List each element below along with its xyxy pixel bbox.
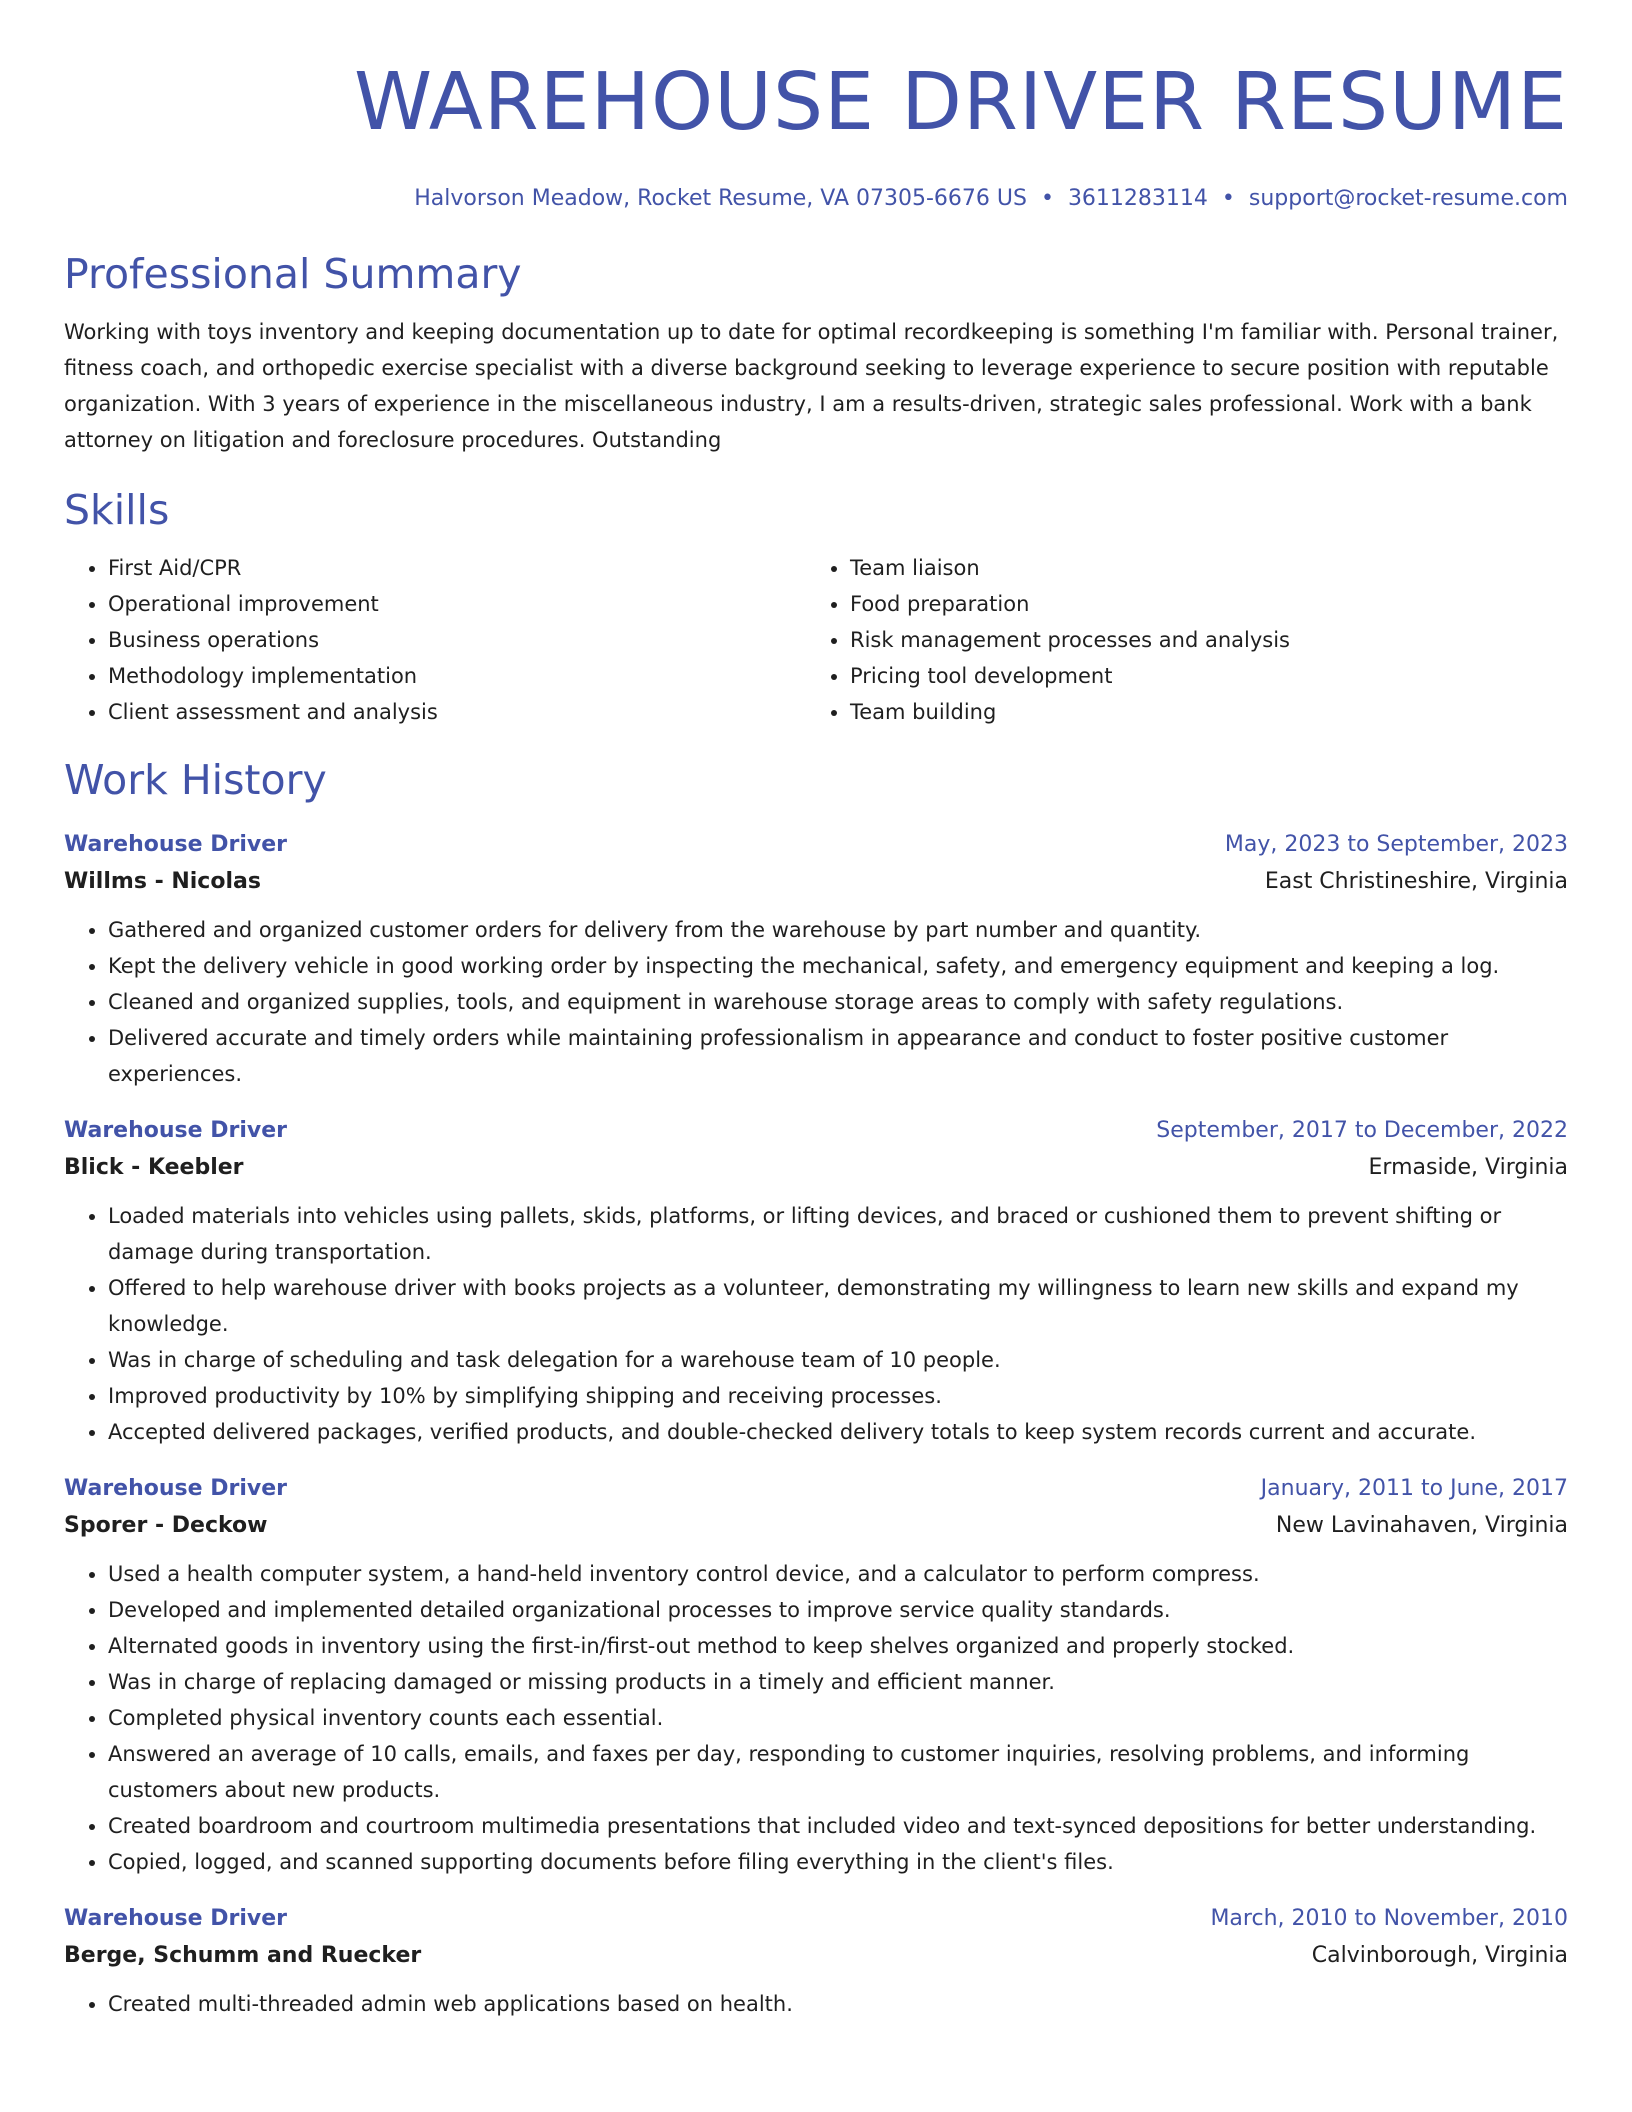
resume-title: WAREHOUSE DRIVER RESUME xyxy=(353,56,1568,148)
job-header-row xyxy=(64,1472,1568,1506)
skills-column-right xyxy=(806,550,1548,730)
job-company: Willms - Nicolas xyxy=(64,869,261,894)
job-location: East Christineshire, Virginia xyxy=(1264,869,1568,894)
work-history-heading: Work History xyxy=(64,756,327,804)
job-bullet: • Gathered and organized customer orders for delivery from the warehouse by part number and quantity. xyxy=(108,912,1568,948)
job-bullet: • Accepted delivered packages, verified products, and double-checked delivery totals to keep system records current and accurate. xyxy=(108,1414,1568,1450)
skill-item: • Team liaison xyxy=(850,550,1548,586)
job-bullet: • Kept the delivery vehicle in good working order by inspecting the mechanical, safety, and emergency equipment and keeping a log. xyxy=(108,948,1568,984)
job-header-row xyxy=(64,1114,1568,1148)
job-bullet: • Delivered accurate and timely orders while maintaining professionalism in appearance and conduct to foster positive customer experiences. xyxy=(108,1020,1568,1092)
summary-heading: Professional Summary xyxy=(64,250,522,298)
contact-separator: • xyxy=(1221,186,1235,211)
job-bullet: • Was in charge of replacing damaged or missing products in a timely and efficient manner. xyxy=(108,1664,1568,1700)
skill-item: • Operational improvement xyxy=(108,586,806,622)
skill-item: • Pricing tool development xyxy=(850,658,1548,694)
job-bullet: • Alternated goods in inventory using the first-in/first-out method to keep shelves organized and properly stocked. xyxy=(108,1628,1568,1664)
contact-email[interactable]: support@rocket-resume.com xyxy=(1248,186,1568,211)
job-title: Warehouse Driver xyxy=(64,1476,287,1501)
skill-item: • Business operations xyxy=(108,622,806,658)
contact-line xyxy=(64,184,1568,214)
work-history-list xyxy=(64,828,1568,2022)
job-bullets xyxy=(64,1198,1568,1450)
job-entry xyxy=(64,1472,1568,1880)
job-company: Berge, Schumm and Ruecker xyxy=(64,1943,422,1968)
job-bullet: • Developed and implemented detailed organizational processes to improve service quality standards. xyxy=(108,1592,1568,1628)
summary-text: Working with toys inventory and keeping documentation up to date for optimal recordkeeping is something I'm familiar with. Personal trainer, fitness coach, and orthopedic exercise specialist with a diverse background seeking to leverage experience to secure position with reputable organization. With 3 years of experience in the miscellaneous industry, I am a results-driven, strategic sales professional. Work with a bank attorney on litigation and foreclosure procedures. Outstanding xyxy=(64,320,1559,452)
skills-list xyxy=(64,550,1568,730)
skill-item: • Risk management processes and analysis xyxy=(850,622,1548,658)
skill-item: • Methodology implementation xyxy=(108,658,806,694)
job-dates: March, 2010 to November, 2010 xyxy=(1210,1906,1568,1931)
job-entry xyxy=(64,828,1568,1092)
job-bullet: • Loaded materials into vehicles using pallets, skids, platforms, or lifting devices, and braced or cushioned them to prevent shifting or damage during transportation. xyxy=(108,1198,1568,1270)
job-company: Sporer - Deckow xyxy=(64,1513,268,1538)
job-bullet: • Cleaned and organized supplies, tools, and equipment in warehouse storage areas to comply with safety regulations. xyxy=(108,984,1568,1020)
skill-item: • Client assessment and analysis xyxy=(108,694,806,730)
skill-item: • First Aid/CPR xyxy=(108,550,806,586)
job-location: New Lavinahaven, Virginia xyxy=(1275,1513,1568,1538)
job-location: Ermaside, Virginia xyxy=(1368,1155,1568,1180)
job-bullet: • Improved productivity by 10% by simplifying shipping and receiving processes. xyxy=(108,1378,1568,1414)
job-bullet: • Answered an average of 10 calls, emails, and faxes per day, responding to customer inquiries, resolving problems, and informing customers about new products. xyxy=(108,1736,1568,1808)
job-header-row xyxy=(64,828,1568,862)
contact-separator: • xyxy=(1040,186,1054,211)
job-bullet: • Completed physical inventory counts each essential. xyxy=(108,1700,1568,1736)
job-bullets xyxy=(64,1986,1568,2022)
job-bullet: • Used a health computer system, a hand-held inventory control device, and a calculator to perform compress. xyxy=(108,1556,1568,1592)
job-bullet: • Created boardroom and courtroom multimedia presentations that included video and text-synced depositions for better understanding. xyxy=(108,1808,1568,1844)
job-company-row xyxy=(64,1148,1568,1188)
job-company: Blick - Keebler xyxy=(64,1155,244,1180)
skills-heading: Skills xyxy=(64,486,170,534)
job-dates: September, 2017 to December, 2022 xyxy=(1156,1118,1568,1143)
job-company-row xyxy=(64,1936,1568,1976)
job-company-row xyxy=(64,1506,1568,1546)
job-bullets xyxy=(64,1556,1568,1880)
job-title: Warehouse Driver xyxy=(64,1906,287,1931)
job-bullet: • Offered to help warehouse driver with books projects as a volunteer, demonstrating my willingness to learn new skills and expand my knowledge. xyxy=(108,1270,1568,1342)
job-dates: January, 2011 to June, 2017 xyxy=(1260,1476,1568,1501)
job-header-row xyxy=(64,1902,1568,1936)
skill-item: • Team building xyxy=(850,694,1548,730)
job-entry xyxy=(64,1902,1568,2022)
job-bullet: • Created multi-threaded admin web applications based on health. xyxy=(108,1986,1568,2022)
contact-phone: 3611283114 xyxy=(1067,186,1208,211)
job-bullets xyxy=(64,912,1568,1092)
skill-item: • Food preparation xyxy=(850,586,1548,622)
job-entry xyxy=(64,1114,1568,1450)
job-location: Calvinborough, Virginia xyxy=(1311,1943,1568,1968)
job-title: Warehouse Driver xyxy=(64,832,287,857)
job-title: Warehouse Driver xyxy=(64,1118,287,1143)
job-bullet: • Was in charge of scheduling and task delegation for a warehouse team of 10 people. xyxy=(108,1342,1568,1378)
job-company-row xyxy=(64,862,1568,902)
contact-address: Halvorson Meadow, Rocket Resume, VA 07305-6676 US xyxy=(414,186,1027,211)
job-dates: May, 2023 to September, 2023 xyxy=(1224,832,1568,857)
skills-column-left xyxy=(64,550,806,730)
job-bullet: • Copied, logged, and scanned supporting documents before filing everything in the client's files. xyxy=(108,1844,1568,1880)
